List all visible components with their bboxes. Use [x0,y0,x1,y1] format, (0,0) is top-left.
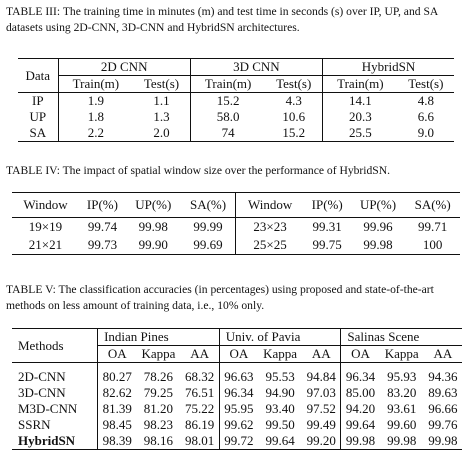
column-header: AA [181,346,220,363]
table-cell: 97.03 [306,385,336,400]
data-header: Data [18,59,58,93]
table-cell: 74 [190,125,265,142]
table-cell: 80.27 [98,363,137,386]
table-cell: 25.5 [323,125,398,142]
table-cell: 99.76 [428,417,458,432]
column-header: UP(%) [126,193,181,218]
column-header: Train(m) [323,76,398,93]
table-cell: 98.39 [98,433,137,450]
column-header: OA [219,346,258,363]
table-cell: 15.2 [265,125,322,142]
table-cell: 95.93 [387,369,417,384]
table-row [12,236,460,255]
table-cell: 15.2 [190,93,265,110]
table-cell: 99.98 [380,433,424,450]
method-name: 3D-CNN [18,385,66,400]
dataset-header: Univ. of Pavia [219,329,341,346]
table-cell: IP [32,93,44,108]
table-cell: 86.19 [185,417,215,432]
table-cell: 58.0 [190,109,265,125]
table-cell: 10.6 [282,109,306,124]
group-header: 3D CNN [190,59,322,76]
table-cell: 14.1 [323,93,398,110]
table-cell: 94.20 [341,401,380,417]
table4 [12,192,460,255]
table-cell: 99.60 [387,417,417,432]
column-header: Test(s) [265,76,322,93]
table-cell: 85.00 [341,385,380,401]
table-row [18,125,454,142]
table-cell: 2.0 [133,125,190,142]
table-cell: 75.22 [185,401,215,416]
table-cell: 89.63 [428,385,458,400]
table-cell: 99.96 [363,219,393,234]
table-row [12,218,460,237]
column-header: SA(%) [181,193,236,218]
column-header: Train(m) [190,76,265,93]
dataset-header: Indian Pines [98,329,220,346]
table-cell: 78.26 [143,369,174,384]
group-header: HybridSN [323,59,454,76]
table-cell: 99.98 [424,433,462,450]
table-cell: 23×23 [236,218,304,237]
table-cell: 94.90 [265,385,295,400]
table-cell: 2.2 [58,125,133,142]
table-cell: 93.61 [387,401,417,416]
table-cell: 99.98 [351,236,406,255]
column-header: AA [424,346,462,363]
table-cell: 4.3 [285,93,302,108]
table5 [12,328,462,450]
table-cell: 20.3 [323,109,398,125]
table-cell: 100 [405,236,460,255]
table-row [18,93,454,110]
table-cell: 98.01 [181,433,220,450]
table-cell: 1.8 [58,109,133,125]
column-header: IP(%) [304,193,351,218]
table-cell: 99.64 [341,417,380,433]
table-cell: 98.45 [98,417,137,433]
table-cell: 21×21 [12,236,79,255]
method-name: HybridSN [12,433,98,450]
table-row [12,433,462,450]
methods-header: Methods [12,329,98,363]
method-name: M3D-CNN [18,401,78,416]
column-header: UP(%) [351,193,406,218]
table-cell: 99.74 [87,219,118,234]
column-header: Train(m) [58,76,133,93]
table-row [12,401,462,417]
table-cell: 96.66 [428,401,458,416]
table-row [12,385,462,401]
table-cell: SA [18,125,58,142]
table-cell: 79.25 [143,385,174,400]
table-cell: 96.63 [219,363,258,386]
table-cell: 81.20 [143,401,174,416]
table-cell: 9.0 [398,125,454,142]
table-row [18,109,454,125]
table-cell: 95.95 [219,401,258,417]
table-cell: 98.23 [143,417,174,432]
table-cell: 81.39 [98,401,137,417]
table-cell: 1.1 [153,93,170,108]
table-cell: 93.40 [265,401,295,416]
table-cell: 99.98 [138,219,168,234]
column-header: Kappa [380,346,424,363]
table-cell: 99.64 [258,433,302,450]
column-header: AA [302,346,341,363]
table-cell: 99.69 [181,236,236,255]
column-header: Window [12,193,79,218]
table-row [12,417,462,433]
column-header: Kappa [258,346,302,363]
table4-caption: TABLE IV: The impact of spatial window size over the performance of HybridSN. [6,164,391,177]
table3 [18,58,454,142]
column-header: Test(s) [398,76,454,93]
column-header: OA [341,346,380,363]
table-cell: 68.32 [185,369,215,384]
column-header: OA [98,346,137,363]
column-header: Kappa [136,346,180,363]
table-cell: 99.71 [418,219,448,234]
column-header: SA(%) [405,193,460,218]
table-cell: 99.90 [126,236,181,255]
table-cell: 1.3 [153,109,170,124]
table-cell: UP [29,109,47,124]
table-cell: 1.9 [58,93,133,110]
table-cell: 98.16 [136,433,180,450]
table-row [12,363,462,386]
table-cell: 96.34 [341,363,380,386]
table-cell: 95.53 [265,369,295,384]
method-name: 2D-CNN [18,369,66,384]
table-cell: 76.51 [185,385,215,400]
table-cell: 4.8 [417,93,434,108]
table-cell: 99.49 [306,417,336,432]
table-cell: 25×25 [236,236,304,255]
table-cell: 97.52 [306,401,336,416]
table-cell: 94.84 [306,369,336,384]
table-cell: 83.20 [387,385,417,400]
table-cell: 99.62 [219,417,258,433]
column-header: IP(%) [79,193,126,218]
table-cell: 99.50 [265,417,295,432]
table-cell: 99.73 [79,236,126,255]
table-cell: 6.6 [417,109,434,124]
table-cell: 99.72 [219,433,258,450]
method-name: SSRN [18,417,51,432]
table-cell: 99.98 [341,433,380,450]
table-cell: 99.20 [302,433,341,450]
group-header: 2D CNN [58,59,190,76]
table3-caption: TABLE III: The training time in minutes (m) and test time in seconds (s) over IP, UP, and SA datasets using 2D-CNN, 3D-CNN and HybridSN architectures. [6,5,438,34]
column-header: Window [236,193,304,218]
table-cell: 82.62 [98,385,137,401]
column-header: Test(s) [133,76,190,93]
dataset-header: Salinas Scene [341,329,462,346]
table-cell: 94.36 [428,369,458,384]
table-cell: 99.75 [304,236,351,255]
table-cell: 99.99 [193,219,223,234]
table-cell: 99.31 [312,219,342,234]
table-cell: 96.34 [219,385,258,401]
table5-caption: TABLE V: The classification accuracies (in percentages) using proposed and state-of-the-art methods on less amount of training data, i.e., 10% only. [6,283,434,312]
table-cell: 19×19 [28,219,63,234]
